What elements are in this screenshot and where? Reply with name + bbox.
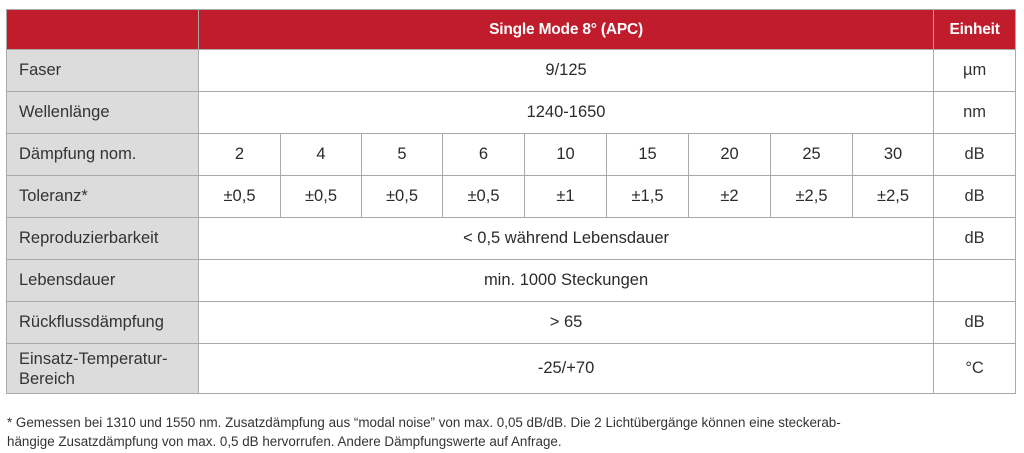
attenuation-cell: 5 [362, 134, 443, 176]
tolerance-cell: ±1,5 [607, 176, 689, 218]
row-value: min. 1000 Steckungen [199, 260, 934, 302]
row-label: Rückflussdämpfung [7, 302, 199, 344]
row-label: Wellenlänge [7, 92, 199, 134]
spec-table [6, 9, 1016, 394]
table-row [7, 50, 1016, 92]
row-label [7, 344, 199, 394]
tolerance-cell: ±0,5 [362, 176, 443, 218]
footnote-line2: hängige Zusatzdämpfung von max. 0,5 dB hervorrufen. Andere Dämpfungswerte auf Anfrage. [7, 434, 562, 449]
unit-header: Einheit [934, 10, 1016, 50]
header-row [7, 10, 1016, 50]
footnote-line1: * Gemessen bei 1310 und 1550 nm. Zusatzdämpfung aus “modal noise” von max. 0,05 dB/dB. Die 2 Lichtübergänge können eine steckerab- [7, 415, 841, 430]
table-row [7, 134, 1016, 176]
row-unit: °C [934, 344, 1016, 394]
table-row [7, 344, 1016, 394]
footnote [7, 413, 1019, 451]
row-label: Faser [7, 50, 199, 92]
tolerance-cell: ±0,5 [281, 176, 362, 218]
tolerance-cell: ±1 [525, 176, 607, 218]
row-unit: nm [934, 92, 1016, 134]
row-label: Dämpfung nom. [7, 134, 199, 176]
attenuation-cell: 10 [525, 134, 607, 176]
attenuation-cell: 2 [199, 134, 281, 176]
mode-header: Single Mode 8° (APC) [199, 10, 934, 50]
row-unit: dB [934, 176, 1016, 218]
attenuation-cell: 4 [281, 134, 362, 176]
tolerance-cell: ±2 [689, 176, 771, 218]
tolerance-cell: ±2,5 [853, 176, 934, 218]
attenuation-cell: 20 [689, 134, 771, 176]
row-label-line1: Einsatz-Temperatur- [19, 349, 168, 368]
row-label: Lebensdauer [7, 260, 199, 302]
row-label-line2: Bereich [19, 369, 75, 388]
tolerance-cell: ±2,5 [771, 176, 853, 218]
table-row [7, 260, 1016, 302]
param-header [7, 10, 199, 50]
row-unit: µm [934, 50, 1016, 92]
row-unit: dB [934, 302, 1016, 344]
attenuation-cell: 25 [771, 134, 853, 176]
row-value: 9/125 [199, 50, 934, 92]
row-value: -25/+70 [199, 344, 934, 394]
attenuation-cell: 15 [607, 134, 689, 176]
attenuation-cell: 30 [853, 134, 934, 176]
tolerance-cell: ±0,5 [199, 176, 281, 218]
table-row [7, 302, 1016, 344]
row-value: > 65 [199, 302, 934, 344]
row-label: Reproduzierbarkeit [7, 218, 199, 260]
table-row [7, 176, 1016, 218]
row-unit: dB [934, 218, 1016, 260]
tolerance-cell: ±0,5 [443, 176, 525, 218]
row-unit: dB [934, 134, 1016, 176]
table-row [7, 92, 1016, 134]
row-value: < 0,5 während Lebensdauer [199, 218, 934, 260]
attenuation-cell: 6 [443, 134, 525, 176]
row-value: 1240-1650 [199, 92, 934, 134]
row-label: Toleranz* [7, 176, 199, 218]
row-unit [934, 260, 1016, 302]
table-row [7, 218, 1016, 260]
